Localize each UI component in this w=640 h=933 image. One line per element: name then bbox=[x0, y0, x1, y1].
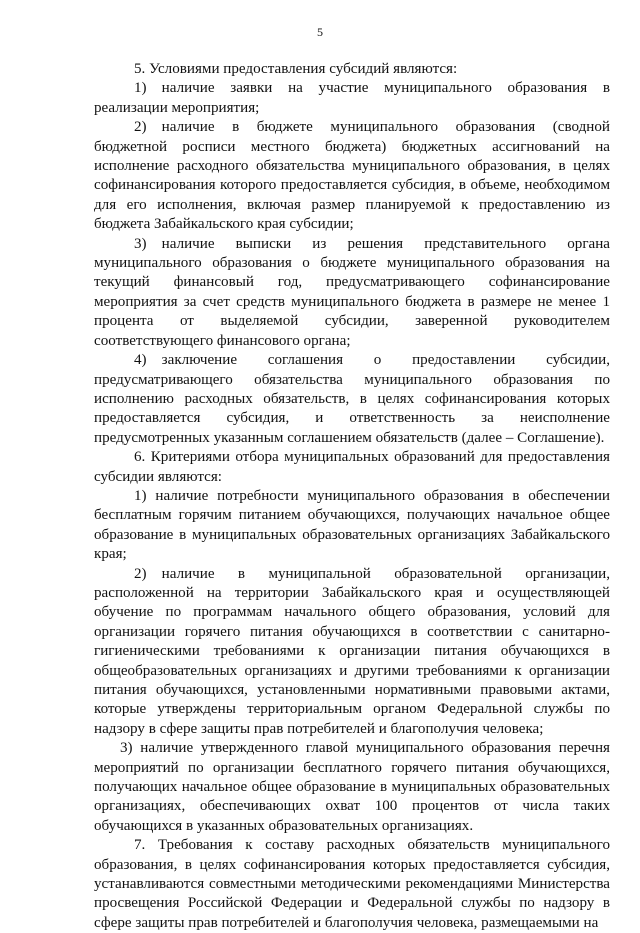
paragraph-6-item-1: 1) наличие потребности муниципального образования в обеспечении бесплатным горячим питанием обучающихся, получающих начальное общее образование в муниципальных образовательных организациях Забайкальского края; bbox=[94, 487, 610, 563]
paragraph-6-heading: 6. Критериями отбора муниципальных образований для предоставления субсидии являются: bbox=[94, 449, 610, 485]
paragraph-5-item-3: 3) наличие выписки из решения представительного органа муниципального образования о бюджете муниципального образования на текущий финансовый год, предусматривающего софинансирование мероприятия за счет средств муниципального бюджета в размере не менее 1 процента от выделяемой субсидии, заверенной руководителем соответствующего финансового органа; bbox=[94, 235, 610, 349]
paragraph-5-item-1: 1) наличие заявки на участие муниципального образования в реализации мероприятия; bbox=[94, 80, 610, 116]
document-body bbox=[94, 60, 610, 933]
paragraph-6-item-2: 2) наличие в муниципальной образовательной организации, расположенной на территории Забайкальского края и осуществляющей обучение по программам начального общего образования, условий для организации горячего питания обучающихся в соответствии с санитарно-гигиеническими требованиями к организации питания обучающихся в общеобразовательных организациях и другими требованиями к организации питания обучающихся, установленными нормативными правовыми актами, которые утверждены территориальным органом Федеральной службы по надзору в сфере защиты прав потребителей и благополучия человека; bbox=[94, 565, 610, 737]
paragraph-7: 7. Требования к составу расходных обязательств муниципального образования, в целях софинансирования которых предоставляется субсидия, устанавливаются совместными методическими рекомендациями Министерства просвещения Российской Федерации и Федеральной службы по надзору в сфере защиты прав потребителей и благополучия человека, размещаемыми на bbox=[94, 837, 610, 931]
paragraph-5-heading: 5. Условиями предоставления субсидий являются: bbox=[134, 61, 458, 77]
page-number: 5 bbox=[317, 25, 323, 39]
paragraph-5-item-2: 2) наличие в бюджете муниципального образования (сводной бюджетной росписи местного бюджета) бюджетных ассигнований на исполнение расходного обязательства муниципального образования, в целях софинансирования которого предоставляется субсидия, в объеме, необходимом для его исполнения, включая размер планируемой к предоставлению из бюджета Забайкальского края субсидии; bbox=[94, 119, 610, 233]
paragraph-6-item-3: 3) наличие утвержденного главой муниципального образования перечня мероприятий по организации бесплатного горячего питания обучающихся, получающих начальное общее образование в муниципальных образовательных организациях, обеспечивающих охват 100 процентов от числа таких обучающихся в указанных образовательных организациях. bbox=[94, 740, 610, 834]
paragraph-5-item-4: 4) заключение соглашения о предоставлении субсидии, предусматривающего обязательства муниципального образования по исполнению расходных обязательств, в целях софинансирования которых предоставляется субсидия, и ответственность за неисполнение предусмотренных указанным соглашением обязательств (далее – Соглашение). bbox=[94, 352, 610, 446]
